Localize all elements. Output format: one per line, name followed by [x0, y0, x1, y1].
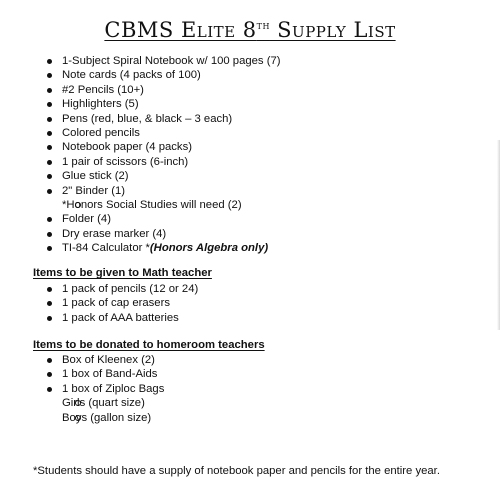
list-item: [62, 169, 281, 183]
list-item: [62, 241, 281, 255]
list-item-text: 1 pair of scissors (6-inch): [62, 155, 189, 168]
bullet-icon: [47, 316, 52, 321]
bullet-icon: [47, 102, 52, 107]
page-title: [0, 18, 500, 42]
list-item: [62, 184, 281, 198]
bullet-icon: [47, 387, 52, 392]
title-text: [104, 18, 395, 42]
list-item-text: 1 pack of pencils (12 or 24): [62, 283, 199, 295]
list-item: [62, 367, 164, 381]
list-item-text: Note cards (4 packs of 100): [62, 69, 201, 82]
bullet-icon: [47, 287, 52, 292]
bullet-icon: [47, 131, 52, 136]
list-item-text: 1-Subject Spiral Notebook w/ 100 pages (7): [62, 55, 281, 67]
list-item-text: Highlighters (5): [62, 98, 139, 111]
list-item: [62, 353, 164, 367]
list-item: [62, 140, 281, 154]
list-item: [62, 83, 281, 97]
bullet-icon: [47, 174, 52, 179]
list-item: [62, 296, 198, 310]
title-suffix: Supply List: [269, 18, 396, 42]
list-item-text: Girls (quart size): [62, 397, 145, 410]
list-item-emphasis: (Honors Algebra only): [149, 242, 269, 255]
list-item: [62, 112, 281, 126]
list-item: [62, 126, 281, 140]
list-item: [62, 54, 281, 68]
footnote: *Students should have a supply of notebook paper and pencils for the entire year.: [33, 465, 440, 477]
sub-list-item: [62, 411, 164, 425]
math-section-heading: Items to be given to Math teacher: [33, 267, 212, 279]
list-item-text: 1 box of Ziploc Bags: [62, 382, 165, 395]
math-supply-list: [62, 282, 198, 325]
list-item-text: 2" Binder (1): [62, 184, 126, 197]
sub-list-item: [62, 198, 281, 212]
bullet-icon: [47, 145, 52, 150]
hollow-bullet-icon: [75, 415, 81, 421]
bullet-icon: [47, 372, 52, 377]
list-item-text: Colored pencils: [62, 127, 140, 140]
list-item: [62, 282, 198, 296]
list-item-text: Notebook paper (4 packs): [62, 141, 192, 154]
bullet-icon: [47, 358, 52, 363]
list-item-text: Box of Kleenex (2): [62, 354, 155, 366]
list-item-text: Boys (gallon size): [62, 411, 152, 424]
list-item: [62, 212, 281, 226]
list-item-text: Folder (4): [62, 213, 111, 226]
bullet-icon: [47, 232, 52, 237]
list-item: [62, 227, 281, 241]
homeroom-section-heading: Items to be donated to homeroom teachers: [33, 339, 265, 351]
list-item-text: 1 box of Band-Aids: [62, 368, 158, 381]
list-item-text: Pens (red, blue, & black – 3 each): [62, 112, 233, 125]
bullet-icon: [47, 117, 52, 122]
list-item-text: *Honors Social Studies will need (2): [62, 199, 242, 212]
bullet-icon: [47, 73, 52, 78]
list-item-text: Dry erase marker (4): [62, 227, 167, 240]
list-item: [62, 311, 198, 325]
list-item-text: 1 pack of AAA batteries: [62, 311, 179, 324]
bullet-icon: [47, 88, 52, 93]
bullet-icon: [47, 189, 52, 194]
list-item: [62, 68, 281, 82]
bullet-icon: [47, 59, 52, 64]
bullet-icon: [47, 301, 52, 306]
list-item-text: Glue stick (2): [62, 170, 129, 183]
list-item-text: 1 pack of cap erasers: [62, 297, 171, 310]
bullet-icon: [47, 217, 52, 222]
list-item: [62, 155, 281, 169]
sub-list-item: [62, 396, 164, 410]
main-supply-list: [62, 54, 281, 256]
list-item: [62, 382, 164, 396]
title-prefix: CBMS Elite 8: [104, 18, 257, 42]
list-item-text: #2 Pencils (10+): [62, 83, 144, 96]
list-item-text: TI-84 Calculator *: [62, 242, 150, 255]
bullet-icon: [47, 246, 52, 251]
list-item: [62, 97, 281, 111]
bullet-icon: [47, 160, 52, 165]
title-superscript: th: [256, 18, 270, 32]
homeroom-supply-list: [62, 353, 164, 425]
